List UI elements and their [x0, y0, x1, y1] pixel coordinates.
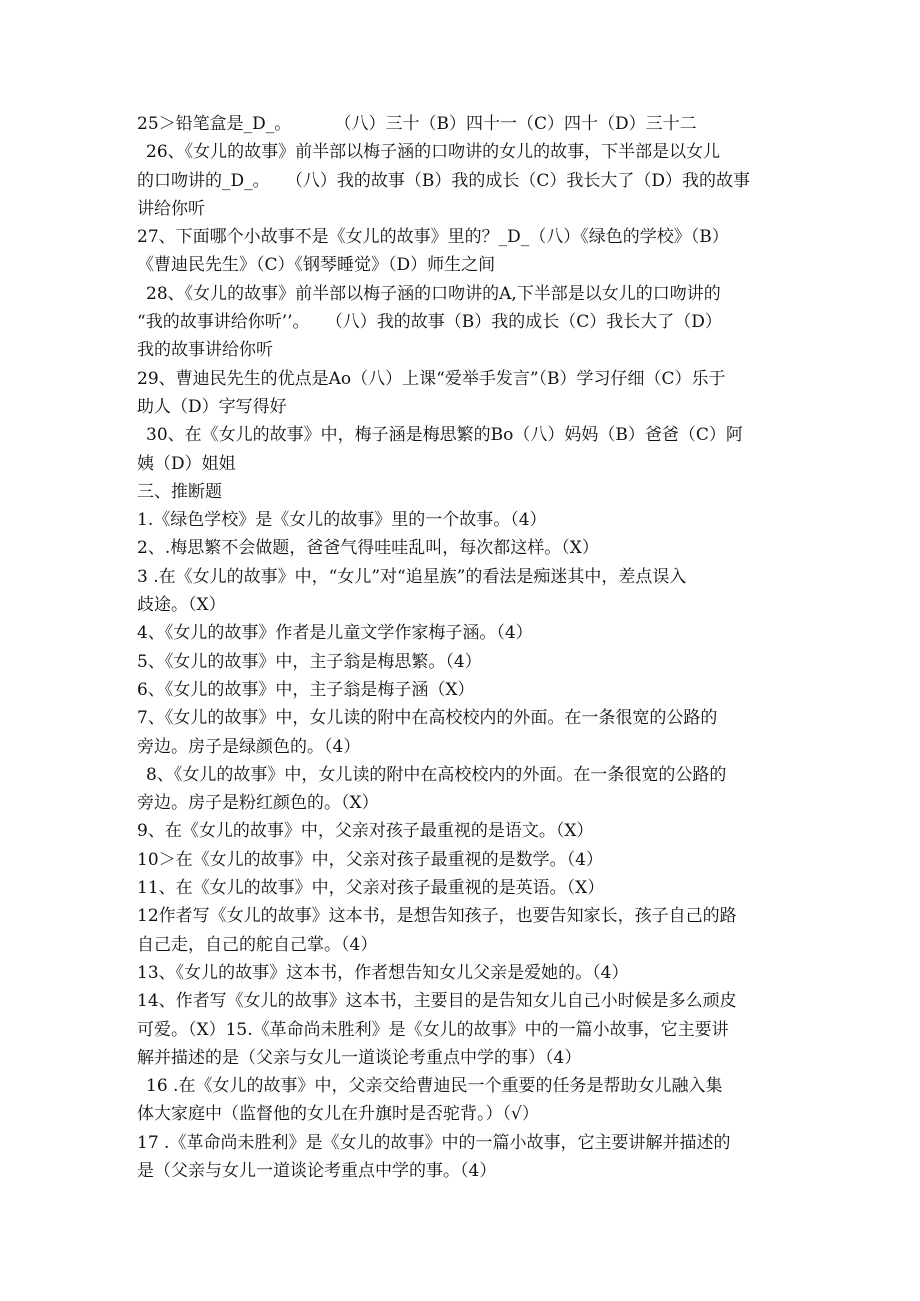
tf-7-a: 7、《女儿的故事》中，女儿读的附中在高校校内的外面。在一条很宽的公路的 [137, 708, 718, 729]
tf-17-b: 是（父亲与女儿一道谈论考重点中学的事。（4） [137, 1160, 497, 1181]
tf-12-a: 12作者写《女儿的故事》这本书，是想告知孩子，也要告知家长，孩子自己的路 [137, 906, 737, 927]
tf-4: 4、《女儿的故事》作者是儿童文学作家梅子涵。（4） [137, 623, 533, 644]
tf-9: 9、在《女儿的故事》中，父亲对孩子最重视的是语文。（X） [137, 821, 594, 842]
tf-5: 5、《女儿的故事》中，主子翁是梅思繁。（4） [137, 651, 482, 672]
tf-1: 1.《绿色学校》是《女儿的故事》里的一个故事。（4） [137, 510, 547, 531]
document-body [137, 110, 787, 1185]
line-27-b: 《曹迪民先生》（C）《钢琴睡觉》（D）师生之间 [137, 255, 496, 276]
tf-3-a: 3 .在《女儿的故事》中，“女儿”对“追星族”的看法是痴迷其中，差点误入 [137, 566, 687, 587]
tf-14-a: 14、作者写《女儿的故事》这本书，主要目的是告知女儿自己小时候是多么顽皮 [137, 991, 737, 1012]
line-28-b: “我的故事讲给你听’’。 （八）我的故事（B）我的成长（C）我长大了（D） [137, 312, 722, 333]
tf-7-b: 旁边。房子是绿颜色的。（4） [137, 736, 361, 757]
line-27-a: 27、下面哪个小故事不是《女儿的故事》里的？_D_（八）《绿色的学校》（B） [137, 227, 729, 248]
tf-8-b: 旁边。房子是粉红颜色的。（X） [137, 793, 379, 814]
tf-8-a: 8、《女儿的故事》中，女儿读的附中在高校校内的外面。在一条很宽的公路的 [146, 764, 727, 785]
tf-11: 11、在《女儿的故事》中，父亲对孩子最重视的是英语。（X） [137, 878, 605, 899]
tf-15: 解并描述的是（父亲与女儿一道谈论考重点中学的事）（4） [137, 1047, 582, 1068]
line-28-c: 我的故事讲给你听 [137, 340, 273, 361]
tf-16-a: 16 .在《女儿的故事》中，父亲交给曹迪民一个重要的任务是帮助女儿融入集 [146, 1076, 723, 1097]
tf-16-b: 体大家庭中（监督他的女儿在升旗时是否驼背。）（√） [137, 1104, 539, 1125]
tf-17-a: 17 .《革命尚未胜利》是《女儿的故事》中的一篇小故事，它主要讲解并描述的 [137, 1132, 731, 1153]
tf-13: 13、《女儿的故事》这本书，作者想告知女儿父亲是爱她的。（4） [137, 962, 629, 983]
line-26-b: 的口吻讲的_D_。 （八）我的故事（B）我的成长（C）我长大了（D）我的故事 [137, 170, 750, 191]
line-26-c: 讲给你听 [137, 198, 205, 219]
line-25: 25＞铅笔盒是_D_。 （八）三十（B）四十一（C）四十（D）三十二 [137, 114, 697, 134]
tf-3-b: 歧途。（X） [137, 595, 226, 616]
line-29-a: 29、曹迪民先生的优点是Ao（八）上课“爱举手发言”（B）学习仔细（C）乐于 [137, 368, 726, 389]
tf-2: 2、.梅思繁不会做题，爸爸气得哇哇乱叫，每次都这样。（X） [137, 538, 599, 559]
line-28-a: 28、《女儿的故事》前半部以梅子涵的口吻讲的A,下半部是以女儿的口吻讲的 [146, 283, 721, 304]
line-29-b: 助人（D）字写得好 [137, 396, 287, 417]
tf-6: 6、《女儿的故事》中，主子翁是梅子涵（X） [137, 679, 475, 700]
tf-10: 10＞在《女儿的故事》中，父亲对孩子最重视的是数学。（4） [137, 849, 603, 870]
line-30-b: 姨（D）姐姐 [137, 453, 236, 474]
tf-12-b: 自己走，自己的舵自己掌。（4） [137, 934, 378, 955]
tf-14-b: 可爱。（X）15.《革命尚未胜利》是《女儿的故事》中的一篇小故事，它主要讲 [137, 1019, 729, 1040]
line-30-a: 30、在《女儿的故事》中，梅子涵是梅思繁的Bo（八）妈妈（B）爸爸（C）阿 [146, 425, 743, 446]
line-26-a: 26、《女儿的故事》前半部以梅子涵的口吻讲的女儿的故事，下半部是以女儿 [146, 142, 721, 163]
section-heading: 三、推断题 [137, 481, 222, 502]
